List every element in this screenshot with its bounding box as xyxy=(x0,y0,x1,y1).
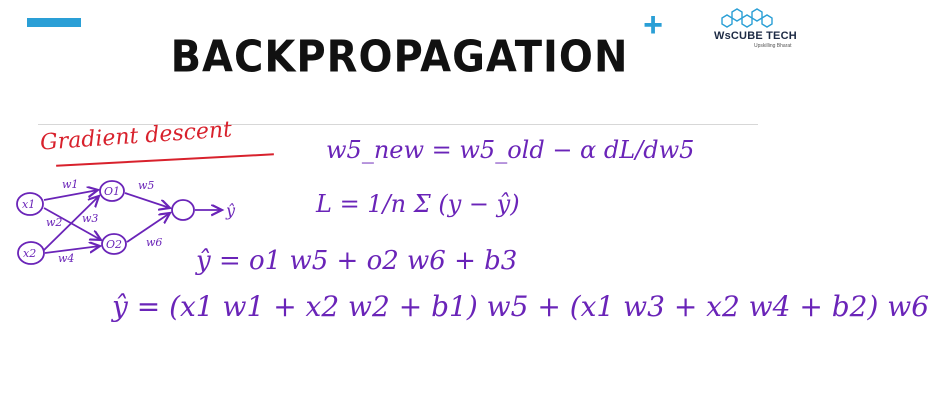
page-title: BACKPROPAGATION xyxy=(170,31,629,83)
plus-icon: + xyxy=(643,6,663,44)
section-label: Gradient descent xyxy=(39,117,233,156)
label-o2: O2 xyxy=(106,238,123,251)
weight-update-equation: w5_new = w5_old − α dL/dw5 xyxy=(326,136,695,164)
label-w4: w4 xyxy=(58,252,75,265)
expanded-equation: ŷ = (x1 w1 + x2 w2 + b1) w5 + (x1 w3 + x2 w4 + b2) w6 xyxy=(112,290,929,323)
label-o1: O1 xyxy=(104,185,121,198)
label-w5: w5 xyxy=(138,179,155,192)
label-x2: x2 xyxy=(23,247,37,260)
label-x1: x1 xyxy=(22,198,36,211)
logo-tagline: Upskilling Bharat xyxy=(754,43,792,49)
loss-equation: L = 1/n Σ (y − ŷ) xyxy=(316,190,520,218)
label-w3: w3 xyxy=(82,212,99,225)
output-node xyxy=(172,200,194,220)
label-yhat: ŷ xyxy=(226,201,236,220)
label-w6: w6 xyxy=(146,236,163,249)
label-w2: w2 xyxy=(46,216,63,229)
output-equation: ŷ = o1 w5 + o2 w6 + b3 xyxy=(196,246,518,276)
label-w1: w1 xyxy=(62,178,79,191)
edge-x1-o1 xyxy=(44,190,98,200)
logo-name: WsCUBE TECH xyxy=(714,30,797,42)
edge-o1-out xyxy=(125,193,170,208)
